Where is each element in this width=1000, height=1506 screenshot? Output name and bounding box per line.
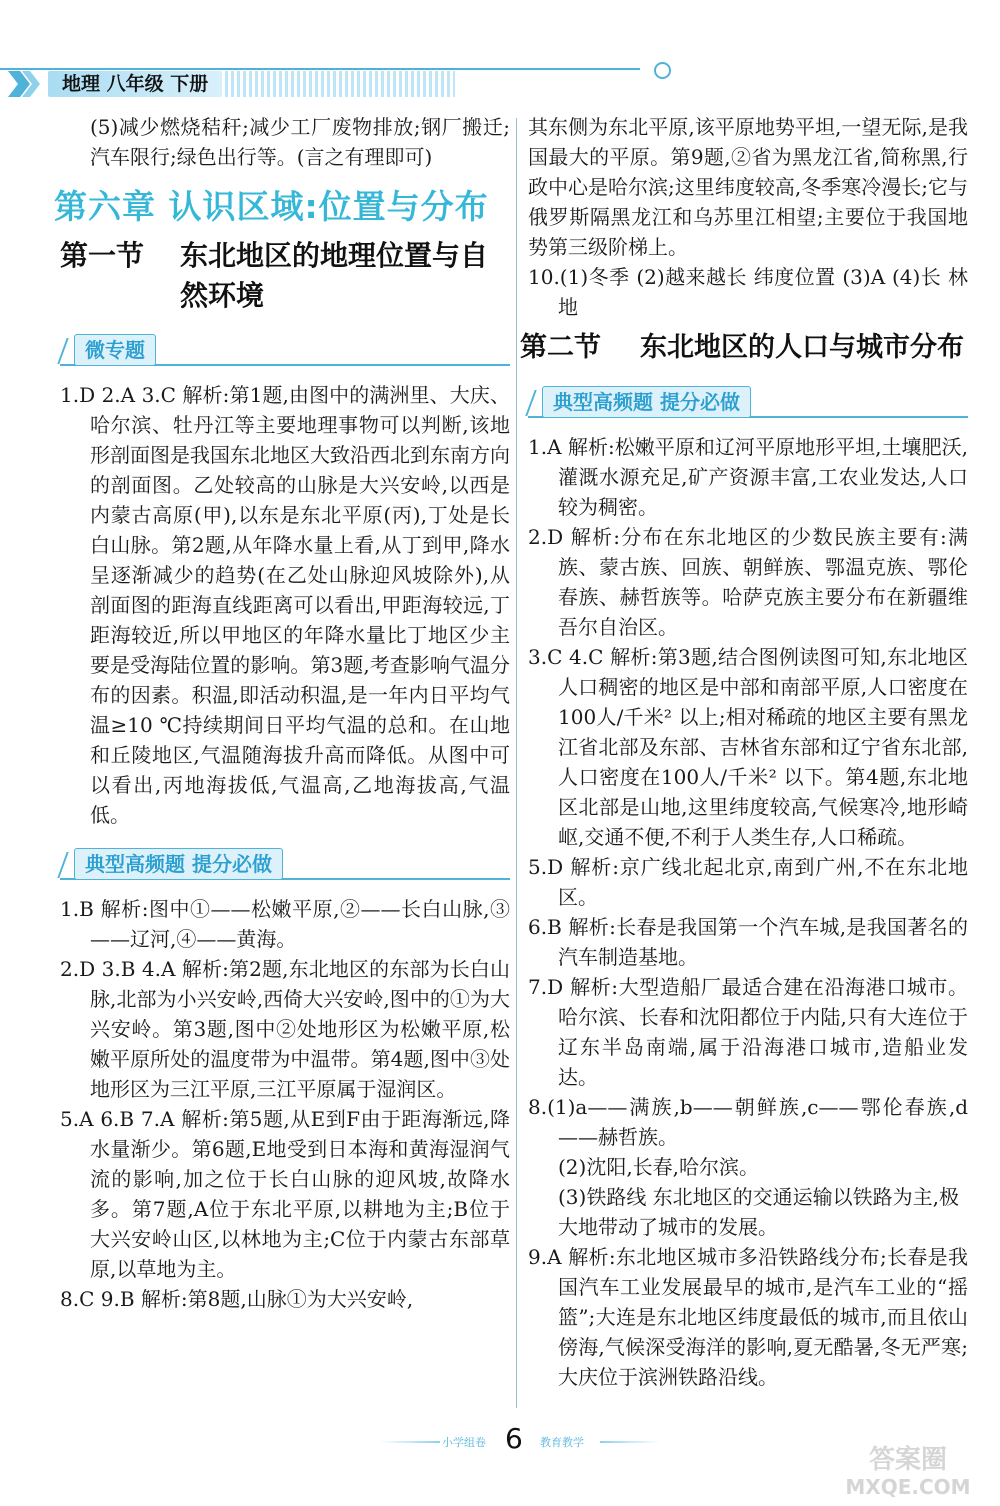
footer-rule-left	[380, 1441, 440, 1443]
header-rule	[0, 68, 640, 70]
section-number: 第二节	[520, 332, 601, 363]
footer-right-text: 教育教学	[540, 1436, 584, 1449]
answer-8-1: 8.(1)a——满族,b——朝鲜族,c——鄂伦春族,d——赫哲族。	[528, 1095, 968, 1149]
section-number: 第一节	[60, 239, 145, 272]
answer-1: 1.A 解析:松嫩平原和辽河平原地形平坦,土壤肥沃,灌溉水源充足,矿产资源丰富,工农业发达,人口较为稠密。	[528, 435, 968, 519]
watermark-logo	[828, 1440, 988, 1500]
section-heading	[60, 236, 510, 316]
header-circle-icon	[654, 62, 671, 79]
answer-7: 7.D 解析:大型造船厂最适合建在沿海港口城市。哈尔滨、长春和沈阳都位于内陆,只有大连位于辽东半岛南端,属于沿海港口城市,造船业发达。	[528, 975, 968, 1089]
chevron-decor-icon	[8, 71, 44, 97]
answer-8-2: (2)沈阳,长春,哈尔滨。	[558, 1155, 760, 1179]
answer-8-9: 8.C 9.B 解析:第8题,山脉①为大兴安岭,	[60, 1287, 414, 1311]
watermark-line2: MXQE.COM	[845, 1475, 971, 1499]
page-number: 6	[505, 1422, 523, 1455]
answer-1-3: 1.D 2.A 3.C 解析:第1题,由图中的满洲里、大庆、哈尔滨、牡丹江等主要地理事物可以判断,该地形剖面图是我国东北地区大致沿西北到东南方向的剖面图。乙处较高的山脉是大兴安岭,以西是内蒙古高原(甲),以东是东北平原(丙),丁处是长白山脉。第2题,从年降水量上看,从丁到甲,降水呈逐渐减少的趋势(在乙处山脉迎风坡除外),从剖面图的距海直线距离可以看出,甲距海较远,丁距海较近,所以甲地区的年降水量比丁地区少主要是受海陆位置的影响。第3题,考查影响气温分布的因素。积温,即活动积温,是一年内日平均气温≥10 ℃持续期间日平均气温的总和。在山地和丘陵地区,气温随海拔升高而降低。从图中可以看出,丙地海拔低,气温高,乙地海拔高,气温低。	[60, 383, 510, 827]
right-column	[520, 112, 968, 1392]
answer-6: 6.B 解析:长春是我国第一个汽车城,是我国著名的汽车制造基地。	[528, 915, 968, 969]
answer-2: 2.D 解析:分布在东北地区的少数民族主要有:满族、蒙古族、回族、朝鲜族、鄂温克族、鄂伦春族、赫哲族等。哈萨克族主要分布在新疆维吾尔自治区。	[528, 525, 968, 639]
section-title: 东北地区的地理位置与自然环境	[180, 239, 489, 312]
left-column	[54, 112, 510, 1314]
answer-5-7: 5.A 6.B 7.A 解析:第5题,从E到F由于距海渐远,降水量渐少。第6题,E地受到日本海和黄海湿润气流的影响,加之位于长白山脉的迎风坡,故降水多。第7题,A位于东北平原,以耕地为主;B位于大兴安岭山区,以林地为主;C位于内蒙古东部草原,以草地为主。	[60, 1107, 510, 1281]
intro-answer: (5)减少燃烧秸秆;减少工厂废物排放;钢厂搬迁;汽车限行;绿色出行等。(言之有理即可)	[90, 115, 510, 169]
page-header	[0, 58, 1000, 108]
header-dots	[225, 71, 455, 97]
answer-8-3: (3)铁路线 东北地区的交通运输以铁路为主,极大地带动了城市的发展。	[558, 1185, 960, 1239]
tag-label: 典型高频题 提分必做	[74, 848, 283, 880]
tag-label: 微专题	[74, 334, 156, 366]
watermark-line1: 答案圈	[868, 1445, 948, 1475]
answer-10: 10.(1)冬季 (2)越来越长 纬度位置 (3)A (4)长 林地	[528, 265, 968, 319]
tag-frequent-questions	[60, 844, 510, 884]
footer-left-text: 小学组卷	[442, 1436, 486, 1449]
answer-9: 9.A 解析:东北地区城市多沿铁路线分布;长春是我国汽车工业发展最早的城市,是汽车工业的“摇篮”;大连是东北地区纬度最低的城市,而且依山傍海,气候深受海洋的影响,夏无酷暑,冬无严寒;大庆位于滨洲铁路沿线。	[528, 1245, 968, 1389]
tag-micro-topic	[60, 330, 510, 370]
chapter-title: 第六章 认识区域:位置与分布	[54, 187, 489, 226]
answer-5: 5.D 解析:京广线北起北京,南到广州,不在东北地区。	[528, 855, 968, 909]
footer-rule-right	[600, 1441, 660, 1443]
column-divider	[516, 118, 517, 1408]
book-title: 地理 八年级 下册	[48, 71, 222, 97]
answer-2-4: 2.D 3.B 4.A 解析:第2题,东北地区的东部为长白山脉,北部为小兴安岭,西倚大兴安岭,图中的①为大兴安岭。第3题,图中②处地形区为松嫩平原,松嫩平原所处的温度带为中温带。第4题,图中③处地形区为三江平原,三江平原属于湿润区。	[60, 957, 510, 1101]
section-title: 东北地区的人口与城市分布	[640, 332, 964, 363]
answer-3-4: 3.C 4.C 解析:第3题,结合图例读图可知,东北地区人口稠密的地区是中部和南部平原,人口密度在100人/千米² 以上;相对稀疏的地区主要有黑龙江省北部及东部、吉林省东部和辽宁省东北部,人口密度在100人/千米² 以下。第4题,东北地区北部是山地,这里纬度较高,气候寒冷,地形崎岖,交通不便,不利于人类生存,人口稀疏。	[528, 645, 968, 849]
tag-frequent-questions	[528, 382, 968, 422]
tag-label: 典型高频题 提分必做	[542, 386, 751, 418]
answer-1: 1.B 解析:图中①——松嫩平原,②——长白山脉,③——辽河,④——黄海。	[60, 897, 510, 951]
continued-answer: 其东侧为东北平原,该平原地势平坦,一望无际,是我国最大的平原。第9题,②省为黑龙江省,简称黑,行政中心是哈尔滨;这里纬度较高,冬季寒冷漫长;它与俄罗斯隔黑龙江和乌苏里江相望;主要位于我国地势第三级阶梯上。	[528, 115, 968, 259]
section-heading-2	[520, 328, 968, 368]
